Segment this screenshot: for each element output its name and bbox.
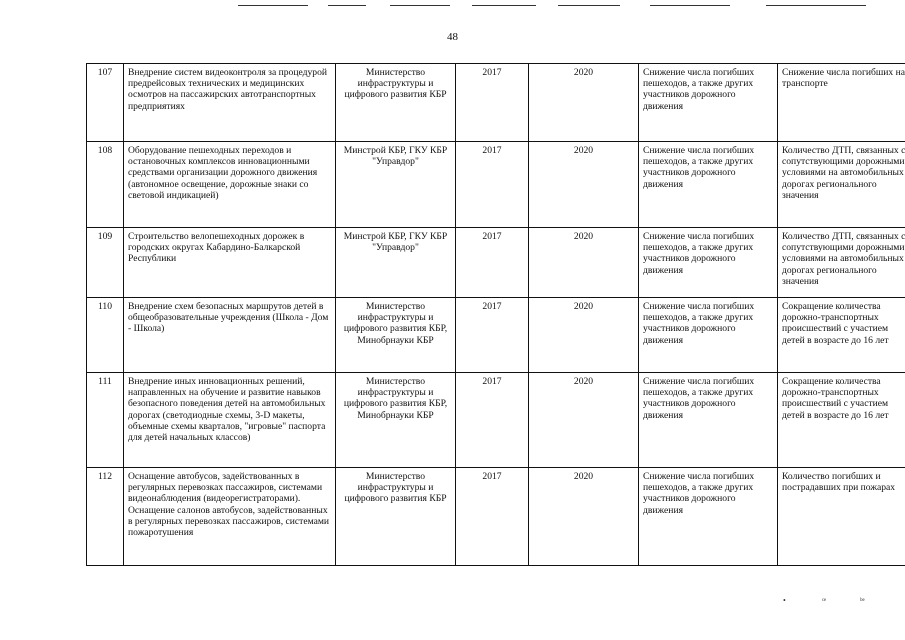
year-start: 2017 bbox=[456, 373, 529, 468]
row-number: 112 bbox=[87, 468, 124, 566]
scan-rule bbox=[238, 5, 308, 6]
target-indicator: Количество погибших и пострадавших при пожарах bbox=[778, 468, 905, 566]
scan-mark: ᵇᵉ bbox=[860, 596, 865, 605]
responsible-party: Министерство инфраструктуры и цифрового развития КБР, Минобрнауки КБР bbox=[336, 298, 456, 373]
year-end: 2020 bbox=[529, 228, 639, 298]
measure-description: Оборудование пешеходных переходов и остановочных комплексов инновационными средствами организации дорожного движения (автономное освещение, дорожные знаки со световой индикацией) bbox=[124, 142, 336, 228]
measure-description: Строительство велопешеходных дорожек в городских округах Кабардино-Балкарской Республики bbox=[124, 228, 336, 298]
year-end: 2020 bbox=[529, 468, 639, 566]
measure-description: Оснащение автобусов, задействованных в регулярных перевозках пассажиров, системами видеонаблюдения (видеорегистраторами). Оснащение салонов автобусов, задействованных в регулярных перевозках пассажиров, системами пожаротушения bbox=[124, 468, 336, 566]
scan-rule bbox=[766, 5, 866, 6]
responsible-party: Министерство инфраструктуры и цифрового развития КБР, Минобрнауки КБР bbox=[336, 373, 456, 468]
scan-rule bbox=[558, 5, 620, 6]
table-row bbox=[87, 228, 905, 298]
measure-description: Внедрение систем видеоконтроля за процедурой предрейсовых технических и медицинских осмотров на пассажирских автотранспортных предприятиях bbox=[124, 64, 336, 142]
table-row bbox=[87, 142, 905, 228]
row-number: 111 bbox=[87, 373, 124, 468]
responsible-party: Министерство инфраструктуры и цифрового развития КБР bbox=[336, 468, 456, 566]
row-number: 107 bbox=[87, 64, 124, 142]
expected-effect: Снижение числа погибших пешеходов, а также других участников дорожного движения bbox=[639, 142, 778, 228]
target-indicator: Сокращение количества дорожно-транспортных происшествий с участием детей в возрасте до 16 лет bbox=[778, 373, 905, 468]
responsible-party: Министерство инфраструктуры и цифрового развития КБР bbox=[336, 64, 456, 142]
expected-effect: Снижение числа погибших пешеходов, а также других участников дорожного движения bbox=[639, 298, 778, 373]
year-start: 2017 bbox=[456, 468, 529, 566]
target-indicator: Количество ДТП, связанных с сопутствующими дорожными условиями на автомобильных дорогах регионального значения bbox=[778, 228, 905, 298]
year-end: 2020 bbox=[529, 298, 639, 373]
scan-rule bbox=[650, 5, 730, 6]
responsible-party: Минстрой КБР, ГКУ КБР "Управдор" bbox=[336, 142, 456, 228]
target-indicator: Снижение числа погибших на транспорте bbox=[778, 64, 905, 142]
table-row bbox=[87, 373, 905, 468]
year-start: 2017 bbox=[456, 64, 529, 142]
row-number: 108 bbox=[87, 142, 124, 228]
scan-rule bbox=[390, 5, 450, 6]
table-row bbox=[87, 298, 905, 373]
page-number: 48 bbox=[447, 31, 458, 43]
table-row bbox=[87, 64, 905, 142]
measures-table bbox=[86, 63, 905, 566]
year-end: 2020 bbox=[529, 373, 639, 468]
expected-effect: Снижение числа погибших пешеходов, а также других участников дорожного движения bbox=[639, 228, 778, 298]
table-row bbox=[87, 468, 905, 566]
row-number: 109 bbox=[87, 228, 124, 298]
year-end: 2020 bbox=[529, 142, 639, 228]
scan-mark: ᶜᵉ bbox=[822, 596, 827, 605]
target-indicator: Количество ДТП, связанных с сопутствующими дорожными условиями на автомобильных дорогах регионального значения bbox=[778, 142, 905, 228]
year-end: 2020 bbox=[529, 64, 639, 142]
row-number: 110 bbox=[87, 298, 124, 373]
expected-effect: Снижение числа погибших пешеходов, а также других участников дорожного движения bbox=[639, 373, 778, 468]
scan-mark: • bbox=[783, 596, 786, 605]
measure-description: Внедрение схем безопасных маршрутов детей в общеобразовательные учреждения (Школа - Дом - Школа) bbox=[124, 298, 336, 373]
year-start: 2017 bbox=[456, 142, 529, 228]
scan-rule bbox=[328, 5, 366, 6]
year-start: 2017 bbox=[456, 228, 529, 298]
scan-rule bbox=[472, 5, 536, 6]
expected-effect: Снижение числа погибших пешеходов, а также других участников дорожного движения bbox=[639, 468, 778, 566]
target-indicator: Сокращение количества дорожно-транспортных происшествий с участием детей в возрасте до 16 лет bbox=[778, 298, 905, 373]
year-start: 2017 bbox=[456, 298, 529, 373]
expected-effect: Снижение числа погибших пешеходов, а также других участников дорожного движения bbox=[639, 64, 778, 142]
responsible-party: Минстрой КБР, ГКУ КБР "Управдор" bbox=[336, 228, 456, 298]
measure-description: Внедрение иных инновационных решений, направленных на обучение и развитие навыков безопасного поведения детей на автомобильных дорогах (светодиодные схемы, 3-D макеты, объемные схемы кварталов, "игровые" паспорта для детей начальных классов) bbox=[124, 373, 336, 468]
